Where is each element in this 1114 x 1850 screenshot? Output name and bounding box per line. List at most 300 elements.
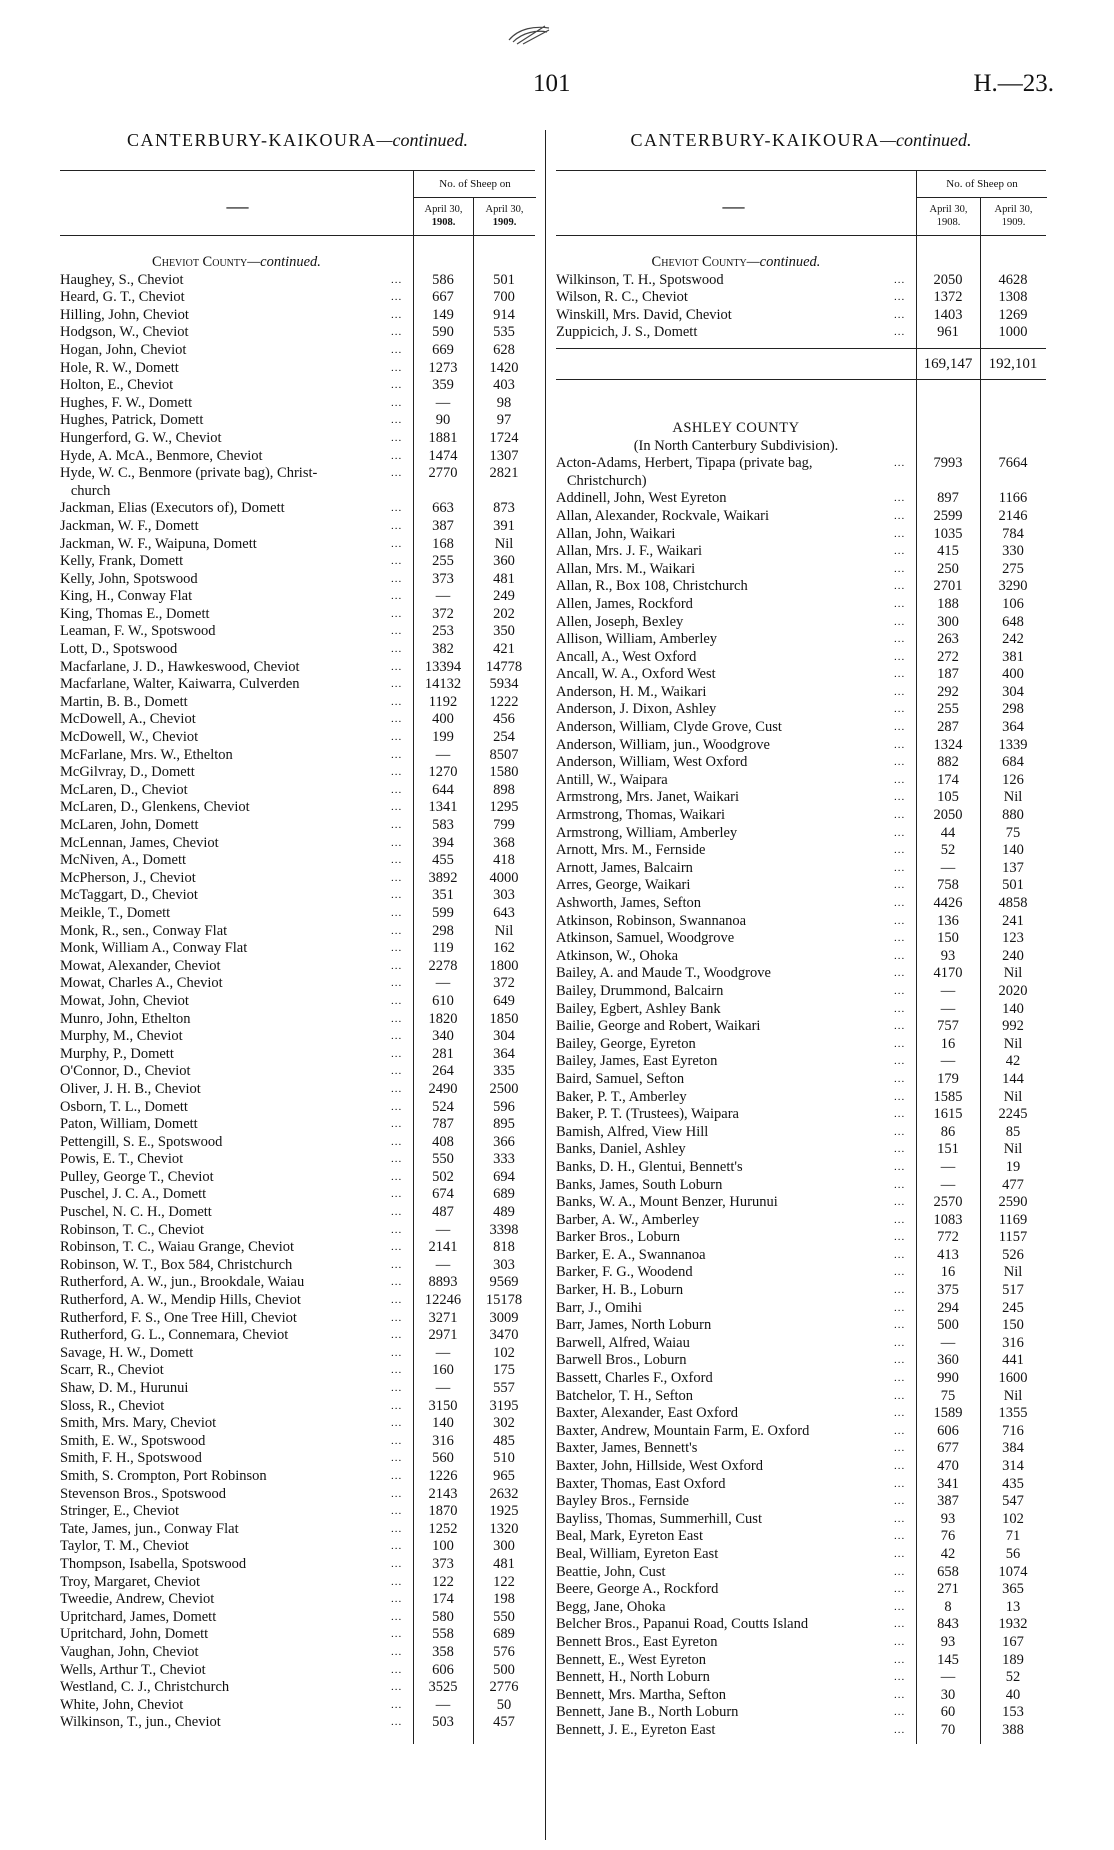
table-row <box>60 1028 535 1046</box>
sheep-1909: 364 <box>1002 719 1024 736</box>
owner-name: Barker, F. G., Woodend <box>556 1264 693 1281</box>
sheep-1908: 75 <box>940 1387 956 1404</box>
sheep-1909: 52 <box>1005 1669 1021 1686</box>
sheep-1908: 316 <box>432 1432 454 1449</box>
owner-name: Baxter, Andrew, Mountain Farm, E. Oxford <box>556 1422 810 1439</box>
leader-dots: ... <box>894 1653 906 1666</box>
sheep-1908: 199 <box>432 729 454 746</box>
leader-dots: ... <box>894 1618 906 1631</box>
leader-dots: ... <box>391 625 403 638</box>
sheep-1909: 1169 <box>998 1211 1028 1228</box>
table-row <box>556 754 1046 772</box>
sheep-1908: 373 <box>432 1555 454 1572</box>
leader-dots: ... <box>894 1248 906 1261</box>
leader-dots: ... <box>391 871 403 884</box>
sheep-1908: 3892 <box>428 869 458 886</box>
sheep-1908: 787 <box>432 1116 454 1133</box>
leader-dots: ... <box>894 597 906 610</box>
sheep-1909: 189 <box>1002 1651 1024 1668</box>
sheep-1909: 144 <box>1002 1070 1024 1087</box>
sheep-1909: 316 <box>1002 1334 1024 1351</box>
owner-name: Banks, D. H., Glentui, Bennett's <box>556 1158 743 1175</box>
left-table-header <box>60 170 535 236</box>
sheep-1909: 242 <box>1002 631 1024 648</box>
table-row <box>556 1546 1046 1564</box>
sheep-1909: 335 <box>493 1063 515 1080</box>
leader-dots: ... <box>894 668 906 681</box>
county-total-row <box>556 348 1046 380</box>
sheep-1908: 13394 <box>424 658 462 675</box>
sheep-1909: 302 <box>493 1415 515 1432</box>
table-row <box>60 1257 535 1275</box>
leader-dots: ... <box>391 1557 403 1570</box>
owner-name: Beattie, John, Cust <box>556 1563 666 1580</box>
owner-name: Allan, R., Box 108, Christchurch <box>556 578 748 595</box>
owner-name: Allan, Mrs. M., Waikari <box>556 560 696 577</box>
sheep-1909: 1355 <box>998 1405 1028 1422</box>
sheep-1908: 1226 <box>428 1467 458 1484</box>
leader-dots: ... <box>391 643 403 656</box>
sheep-1909: 167 <box>1002 1633 1024 1650</box>
owner-name: Murphy, P., Domett <box>60 1045 174 1062</box>
owner-name: Hughes, Patrick, Domett <box>60 412 204 429</box>
sheep-1908: 2278 <box>428 957 458 974</box>
leader-dots: ... <box>391 1698 403 1711</box>
leader-dots: ... <box>391 590 403 603</box>
table-row <box>556 1282 1046 1300</box>
table-row <box>60 1274 535 1292</box>
sheep-1909: 384 <box>1002 1440 1024 1457</box>
leader-dots: ... <box>391 1012 403 1025</box>
owner-name: Baker, P. T., Amberley <box>556 1088 687 1105</box>
sheep-1909: 1308 <box>998 289 1028 306</box>
owner-name: Banks, W. A., Mount Benzer, Hurunui <box>556 1194 778 1211</box>
sheep-1908: 2490 <box>428 1080 458 1097</box>
leader-dots: ... <box>391 519 403 532</box>
owner-name: Bailey, George, Eyreton <box>556 1035 696 1052</box>
leader-dots: ... <box>894 1635 906 1648</box>
sheep-1908: 292 <box>937 683 959 700</box>
sheep-1909: 643 <box>493 904 515 921</box>
sheep-1909: 333 <box>493 1151 515 1168</box>
sheep-1908: 93 <box>940 1510 956 1527</box>
table-row <box>60 465 535 483</box>
table-row <box>60 659 535 677</box>
sheep-1909: 140 <box>1002 842 1024 859</box>
owner-name: McDowell, A., Cheviot <box>60 711 196 728</box>
table-row <box>556 1388 1046 1406</box>
leader-dots: ... <box>391 660 403 673</box>
right-table-header <box>556 170 1046 236</box>
sheep-1909: Nil <box>1003 1141 1023 1158</box>
sheep-1909: 2245 <box>998 1106 1028 1123</box>
owner-name: Thompson, Isabella, Spotswood <box>60 1555 247 1572</box>
table-row <box>60 377 535 395</box>
leader-dots: ... <box>391 1065 403 1078</box>
leader-dots: ... <box>894 1706 906 1719</box>
sheep-1908: 415 <box>937 543 959 560</box>
owner-name: Bayley Bros., Fernside <box>556 1493 689 1510</box>
sheep-1909: 150 <box>1002 1317 1024 1334</box>
leader-dots: ... <box>391 1487 403 1500</box>
table-row <box>60 1591 535 1609</box>
table-row <box>556 666 1046 684</box>
leader-dots: ... <box>391 414 403 427</box>
sheep-1909: 9569 <box>489 1274 519 1291</box>
sheep-1908: 16 <box>940 1264 956 1281</box>
leader-dots: ... <box>391 695 403 708</box>
leader-dots: ... <box>894 1354 906 1367</box>
sheep-1908: 151 <box>937 1141 959 1158</box>
owner-name: Baxter, Alexander, East Oxford <box>556 1405 739 1422</box>
table-row <box>60 1468 535 1486</box>
table-row <box>60 360 535 378</box>
document-reference: H.—23. <box>973 70 1054 97</box>
sheep-1909: 137 <box>1002 859 1024 876</box>
leader-dots: ... <box>391 326 403 339</box>
sheep-1908: 408 <box>432 1133 454 1150</box>
table-row <box>556 1089 1046 1107</box>
sheep-1908: 1192 <box>428 693 458 710</box>
sheep-1908: 669 <box>432 341 454 358</box>
leader-dots: ... <box>894 273 906 286</box>
sheep-1908: 2599 <box>933 507 963 524</box>
leader-dots: ... <box>391 607 403 620</box>
leader-dots: ... <box>391 449 403 462</box>
owner-name: Hodgson, W., Cheviot <box>60 324 189 341</box>
table-row <box>60 1327 535 1345</box>
table-row <box>556 948 1046 966</box>
sheep-1909: 162 <box>493 940 515 957</box>
owner-name: Kelly, Frank, Domett <box>60 553 184 570</box>
table-row <box>556 719 1046 737</box>
sheep-1908: 1820 <box>428 1010 458 1027</box>
table-row <box>556 789 1046 807</box>
sheep-1908: 263 <box>937 631 959 648</box>
table-row <box>60 1697 535 1715</box>
owner-name: Atkinson, Samuel, Woodgrove <box>556 930 735 947</box>
leader-dots: ... <box>391 1522 403 1535</box>
leader-dots: ... <box>894 1442 906 1455</box>
sheep-1909: 477 <box>1002 1176 1024 1193</box>
owner-name: Allison, William, Amberley <box>556 631 718 648</box>
owner-name: Acton-Adams, Herbert, Tipapa (private bag, <box>556 455 813 472</box>
table-row <box>60 1609 535 1627</box>
table-row <box>60 1538 535 1556</box>
leader-dots: ... <box>894 1160 906 1173</box>
table-row <box>556 1124 1046 1142</box>
sheep-1909: 818 <box>493 1239 515 1256</box>
table-row <box>556 807 1046 825</box>
owner-name: Rutherford, G. L., Connemara, Cheviot <box>60 1327 289 1344</box>
leader-dots: ... <box>894 1530 906 1543</box>
sheep-1909: 1600 <box>998 1370 1028 1387</box>
sheep-1908: 93 <box>940 1633 956 1650</box>
owner-name: Oliver, J. H. B., Cheviot <box>60 1080 201 1097</box>
sheep-1908: 382 <box>432 641 454 658</box>
leader-dots: ... <box>391 1047 403 1060</box>
owner-name: Winskill, Mrs. David, Cheviot <box>556 306 732 323</box>
table-row <box>556 1159 1046 1177</box>
sheep-1909: 649 <box>493 992 515 1009</box>
owner-name: Beal, William, Eyreton East <box>556 1545 719 1562</box>
sheep-1909: 4858 <box>998 895 1028 911</box>
leader-dots: ... <box>894 861 906 874</box>
leader-dots: ... <box>894 1565 906 1578</box>
table-row <box>556 860 1046 878</box>
owner-name: Barker, E. A., Swannanoa <box>556 1246 706 1263</box>
sheep-1909: 557 <box>493 1380 515 1396</box>
leader-dots: ... <box>391 431 403 444</box>
leader-dots: ... <box>894 1723 906 1736</box>
sheep-1909: 4000 <box>489 869 519 886</box>
leader-dots: ... <box>391 942 403 955</box>
leader-dots: ... <box>391 678 403 691</box>
owner-name: Paton, William, Domett <box>60 1116 198 1133</box>
sheep-1909: 441 <box>1002 1352 1024 1369</box>
leader-dots: ... <box>391 906 403 919</box>
table-row <box>556 1528 1046 1546</box>
leader-dots: ... <box>894 721 906 734</box>
sheep-1908: 1870 <box>428 1503 458 1520</box>
table-row <box>60 1398 535 1416</box>
sheep-1909: Nil <box>1003 1035 1023 1052</box>
sheep-1909: 400 <box>1002 666 1024 683</box>
leader-dots: ... <box>894 1389 906 1402</box>
sheep-count-heading: No. of Sheep on <box>916 171 1047 198</box>
table-row <box>556 508 1046 526</box>
leader-dots: ... <box>391 361 403 374</box>
owner-name: McPherson, J., Cheviot <box>60 869 196 886</box>
sheep-1908: 524 <box>432 1098 454 1115</box>
table-row <box>60 307 535 325</box>
sheep-1909: 3195 <box>489 1397 519 1414</box>
leader-dots: ... <box>391 854 403 867</box>
owner-name: Tate, James, jun., Conway Flat <box>60 1520 239 1537</box>
table-row <box>556 1370 1046 1388</box>
sheep-1908: — <box>940 1176 956 1193</box>
owner-name: Arres, George, Waikari <box>556 877 691 894</box>
leader-dots: ... <box>391 396 403 409</box>
table-row <box>556 772 1046 790</box>
leader-dots: ... <box>894 1072 906 1085</box>
sheep-1908: 757 <box>937 1018 959 1035</box>
table-row <box>60 606 535 624</box>
owner-name: Baxter, John, Hillside, West Oxford <box>556 1458 764 1474</box>
sheep-1909: Nil <box>1003 1264 1023 1281</box>
sheep-1909: 596 <box>493 1098 515 1115</box>
owner-name: Baird, Samuel, Sefton <box>556 1070 685 1087</box>
sheep-1909: 799 <box>493 817 515 833</box>
left-column-title: CANTERBURY-KAIKOURA—continued. <box>126 130 468 150</box>
sheep-1908: 271 <box>937 1581 959 1598</box>
owner-name: Taylor, T. M., Cheviot <box>60 1538 189 1555</box>
table-row <box>556 1177 1046 1195</box>
leader-dots: ... <box>391 1382 403 1394</box>
sheep-1909: 684 <box>1002 754 1024 771</box>
sheep-1909: 40 <box>1005 1686 1021 1703</box>
sheep-1909: 1295 <box>489 799 519 816</box>
owner-name: Allen, James, Rockford <box>556 595 693 612</box>
owner-name: Leaman, F. W., Spotswood <box>60 623 216 640</box>
sheep-1908: 503 <box>432 1714 454 1731</box>
owner-name: McLaren, D., Cheviot <box>60 781 188 798</box>
leader-dots: ... <box>894 1372 906 1385</box>
sheep-1908: 359 <box>432 377 454 394</box>
sheep-1909: 418 <box>493 852 515 869</box>
owner-name: McLaren, D., Glenkens, Cheviot <box>60 799 250 816</box>
sheep-1908: 1270 <box>428 764 458 781</box>
owner-name: Armstrong, Thomas, Waikari <box>556 807 726 824</box>
leader-dots: ... <box>894 756 906 769</box>
table-row <box>60 1433 535 1451</box>
table-row <box>556 649 1046 667</box>
table-row <box>556 561 1046 579</box>
table-row <box>60 571 535 589</box>
sheep-1908: 882 <box>937 754 959 771</box>
sheep-1909: 102 <box>1002 1510 1024 1527</box>
leader-dots: ... <box>894 967 906 980</box>
leader-dots: ... <box>894 897 906 909</box>
leader-dots: ... <box>391 343 403 356</box>
sheep-1908: 250 <box>937 560 959 577</box>
sheep-1909: 5934 <box>489 676 519 693</box>
sheep-1908: — <box>940 859 956 876</box>
sheep-1908: 558 <box>432 1626 454 1643</box>
table-row <box>60 1116 535 1134</box>
owner-name: church <box>60 482 111 499</box>
col-1908-heading: April 30, 1908. <box>916 197 980 235</box>
leader-dots: ... <box>894 1108 906 1121</box>
sheep-1909: 481 <box>493 1555 515 1572</box>
leader-dots: ... <box>391 502 403 515</box>
owner-name: Lott, D., Spotswood <box>60 641 178 658</box>
sheep-1908: 136 <box>937 912 959 929</box>
owner-name: Holton, E., Cheviot <box>60 377 174 394</box>
sheep-1908: 487 <box>432 1204 454 1221</box>
sheep-1908: 360 <box>937 1352 959 1369</box>
table-row <box>556 307 1046 325</box>
owner-name: Meikle, T., Domett <box>60 904 171 921</box>
owner-name: Murphy, M., Cheviot <box>60 1028 183 1045</box>
leader-dots: ... <box>391 1206 403 1219</box>
sheep-1909: 1320 <box>489 1520 519 1537</box>
sheep-1908: 372 <box>432 605 454 622</box>
table-row <box>60 1574 535 1592</box>
table-row <box>60 483 535 501</box>
sheep-1908: — <box>940 982 956 999</box>
sheep-1908: 149 <box>432 306 454 323</box>
owner-name: King, Thomas E., Domett <box>60 605 210 622</box>
owner-name: Bailey, Drummond, Balcairn <box>556 982 724 999</box>
sheep-1908: 667 <box>432 289 454 306</box>
leader-dots: ... <box>894 650 906 663</box>
sheep-1909: 1157 <box>998 1229 1028 1246</box>
sheep-1909: Nil <box>494 535 514 552</box>
leader-dots: ... <box>894 1688 906 1701</box>
leader-dots: ... <box>391 1575 403 1588</box>
table-row <box>556 1106 1046 1124</box>
table-row <box>60 1169 535 1187</box>
sheep-1909: Nil <box>1003 1387 1023 1404</box>
sheep-1909: 2146 <box>998 507 1028 524</box>
sheep-1908: 341 <box>937 1475 959 1492</box>
table-row <box>556 1634 1046 1652</box>
sheep-1909: 56 <box>1005 1545 1021 1562</box>
table-row <box>556 596 1046 614</box>
leader-dots: ... <box>894 1460 906 1472</box>
sheep-1909: Nil <box>1003 965 1023 982</box>
table-row <box>60 1310 535 1328</box>
table-row <box>556 1511 1046 1529</box>
owner-name: Smith, Mrs. Mary, Cheviot <box>60 1415 217 1432</box>
leader-dots: ... <box>391 308 403 321</box>
sheep-1908: 179 <box>937 1070 959 1087</box>
leader-dots: ... <box>894 1178 906 1191</box>
sheep-1908: 122 <box>432 1573 454 1590</box>
sheep-1909: 895 <box>493 1116 515 1133</box>
sheep-1908: 287 <box>937 719 959 736</box>
table-row <box>556 1212 1046 1230</box>
leader-dots: ... <box>894 492 906 505</box>
table-row <box>60 711 535 729</box>
sheep-1908: 1615 <box>933 1106 963 1123</box>
leader-dots: ... <box>391 766 403 779</box>
table-row <box>60 430 535 448</box>
owner-name: Hyde, W. C., Benmore (private bag), Christ- <box>60 465 318 482</box>
leader-dots: ... <box>391 1311 403 1324</box>
sheep-1908: 606 <box>432 1661 454 1678</box>
leader-dots: ... <box>894 580 906 593</box>
sheep-1909: 481 <box>493 570 515 587</box>
sheep-1908: 455 <box>432 852 454 869</box>
table-row <box>556 1476 1046 1494</box>
leader-dots: ... <box>894 457 906 470</box>
sheep-1909: 4628 <box>998 271 1028 288</box>
owner-name: Osborn, T. L., Domett <box>60 1098 188 1115</box>
sheep-1909: 1074 <box>998 1563 1028 1580</box>
col-1909-heading: April 30, 1909. <box>980 197 1046 235</box>
sheep-1908: 2141 <box>428 1239 458 1256</box>
leader-dots: ... <box>391 889 403 902</box>
table-row <box>556 526 1046 544</box>
sheep-1908: 272 <box>937 648 959 665</box>
table-row <box>556 701 1046 719</box>
table-row <box>60 1081 535 1099</box>
sheep-1908: 119 <box>432 940 454 957</box>
leader-dots: ... <box>894 685 906 698</box>
sheep-1908: 400 <box>432 711 454 728</box>
sheep-1908: 550 <box>432 1151 454 1168</box>
table-row <box>60 1222 535 1240</box>
sheep-1909: 140 <box>1002 1000 1024 1017</box>
table-row <box>60 1011 535 1029</box>
owner-name: Haughey, S., Cheviot <box>60 271 184 288</box>
table-row <box>60 1151 535 1169</box>
table-row <box>60 1239 535 1257</box>
owner-name: Troy, Margaret, Cheviot <box>60 1573 201 1590</box>
sheep-1908: — <box>435 1696 451 1713</box>
sheep-1909: 3470 <box>489 1327 519 1344</box>
owner-name: McLennan, James, Cheviot <box>60 834 219 851</box>
owner-name: Monk, William A., Conway Flat <box>60 940 248 957</box>
sheep-1908: 60 <box>940 1704 956 1721</box>
owner-name: Bailey, Egbert, Ashley Bank <box>556 1000 721 1017</box>
table-row <box>556 965 1046 983</box>
owner-name: Wells, Arthur T., Cheviot <box>60 1661 206 1678</box>
sheep-1908: 586 <box>432 271 454 288</box>
sheep-1908: 758 <box>937 877 959 894</box>
